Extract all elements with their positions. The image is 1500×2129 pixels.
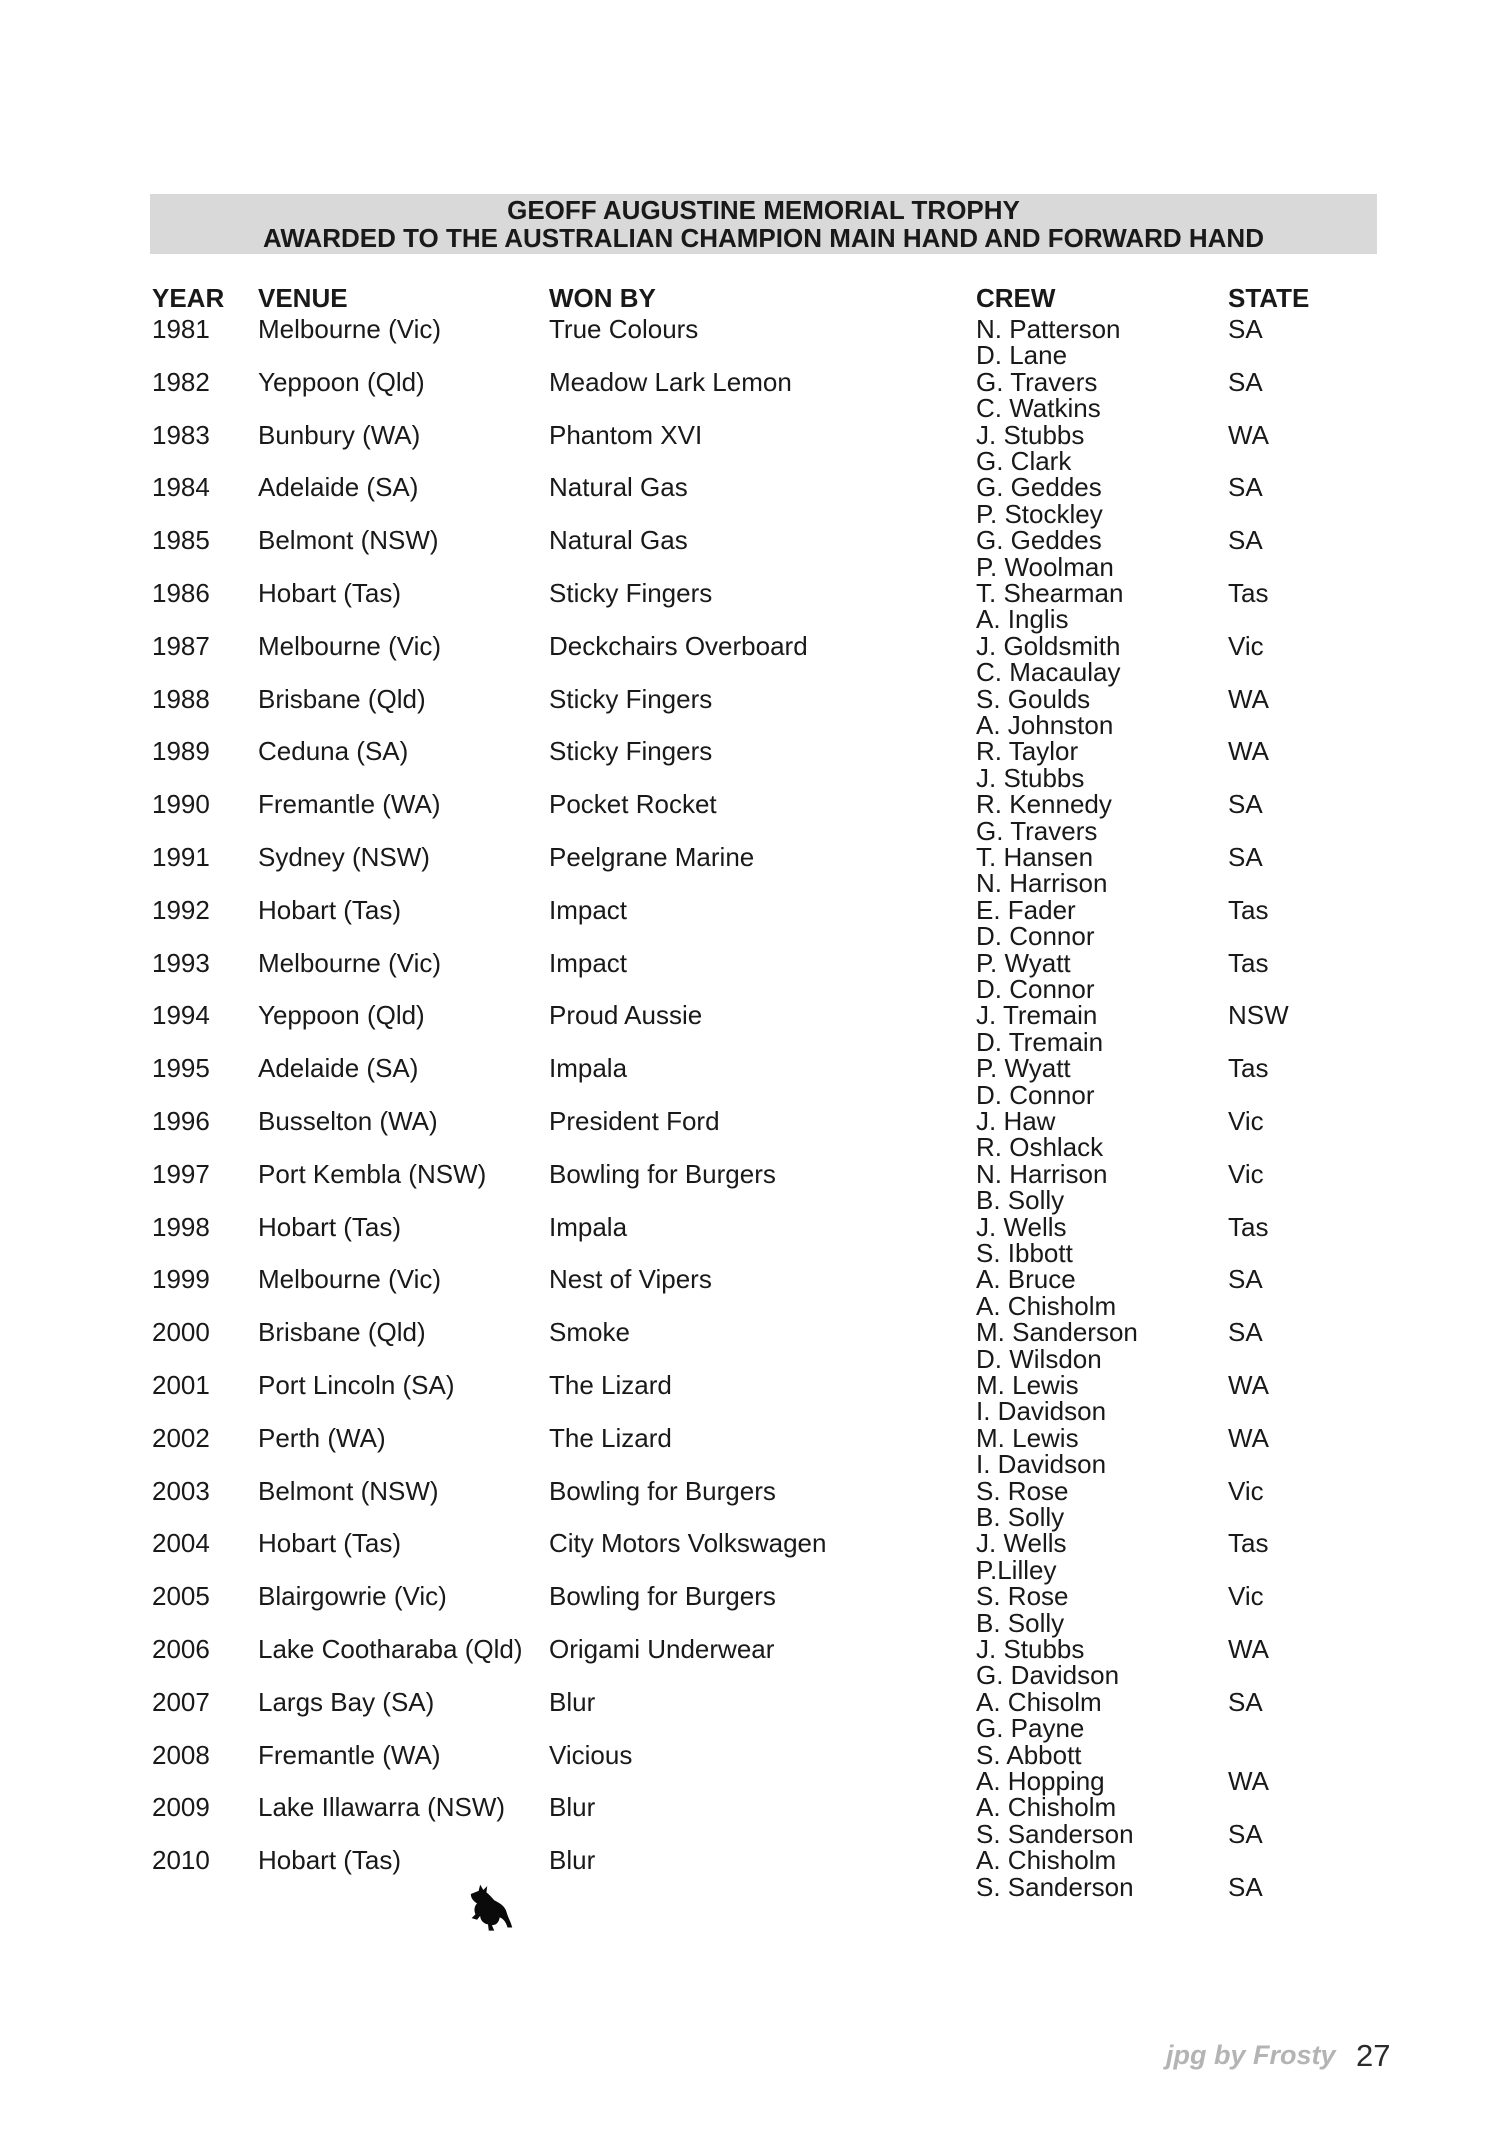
venue-cell: Brisbane (Qld)	[258, 683, 426, 714]
crew-cell: D. Connor	[976, 921, 1095, 952]
state-cell: WA	[1228, 1370, 1269, 1400]
table-row-line2	[0, 395, 1500, 422]
crew-cell: T. Shearman	[976, 578, 1124, 608]
crew-cell: P. Stockley	[976, 498, 1103, 529]
crew-cell: J. Tremain	[976, 1000, 1098, 1031]
table-row-line1	[0, 1475, 1500, 1506]
state-cell: SA	[1228, 1264, 1263, 1295]
venue-cell: Hobart (Tas)	[258, 1845, 402, 1876]
crew-cell: J. Stubbs	[976, 1634, 1085, 1664]
table-row-line1	[0, 1055, 1500, 1082]
year-cell: 2003	[152, 1475, 210, 1506]
crew-cell: S. Abbott	[976, 1739, 1082, 1770]
wonby-cell: Bowling for Burgers	[549, 1158, 776, 1189]
year-cell: 2000	[152, 1317, 210, 1348]
year-cell: 1989	[152, 736, 210, 767]
crew-cell: C. Macaulay	[976, 657, 1121, 688]
crew-cell: B. Solly	[976, 1185, 1065, 1216]
crew-cell: I. Davidson	[976, 1396, 1107, 1427]
year-cell: 1995	[152, 1053, 210, 1084]
table-row-line2	[0, 870, 1500, 897]
crew-cell: G. Clark	[976, 446, 1072, 476]
year-cell: 1999	[152, 1264, 210, 1295]
crew-cell: J. Haw	[976, 1106, 1056, 1136]
wonby-cell: Bowling for Burgers	[549, 1475, 776, 1506]
venue-cell: Melbourne (Vic)	[258, 630, 442, 661]
table-row-line2	[0, 1026, 1500, 1057]
venue-cell: Bunbury (WA)	[258, 419, 421, 450]
crew-cell: J. Stubbs	[976, 762, 1085, 793]
table-row-line1	[0, 1847, 1500, 1874]
table-row-line2	[0, 659, 1500, 686]
table-row-line1	[0, 894, 1500, 925]
state-cell: SA	[1228, 789, 1263, 820]
crew-cell: P. Woolman	[976, 551, 1114, 582]
crew-cell: G. Travers	[976, 815, 1098, 846]
crew-cell: J. Wells	[976, 1211, 1067, 1242]
crew-cell: G. Geddes	[976, 525, 1102, 556]
wonby-cell: Smoke	[549, 1317, 630, 1348]
state-cell: SA	[1228, 1686, 1263, 1717]
state-cell: Tas	[1228, 1211, 1269, 1242]
wonby-cell: Sticky Fingers	[549, 578, 713, 608]
crew-cell: S. Rose	[976, 1475, 1069, 1506]
state-header: STATE	[1228, 283, 1310, 313]
crew-cell: G. Davidson	[976, 1660, 1120, 1691]
table-row-line1	[0, 1211, 1500, 1242]
table-row-line1	[0, 630, 1500, 661]
crew-cell: D. Tremain	[976, 1026, 1104, 1057]
table-row-line2	[0, 1134, 1500, 1161]
venue-cell: Yeppoon (Qld)	[258, 1000, 425, 1031]
state-cell: WA	[1228, 1422, 1269, 1453]
wonby-cell: President Ford	[549, 1106, 720, 1136]
wonby-cell: Impala	[549, 1211, 628, 1242]
table-row-line2	[0, 1818, 1500, 1849]
page-number: 27	[1356, 2038, 1391, 2073]
state-cell: Vic	[1228, 1158, 1264, 1189]
year-cell: 1984	[152, 472, 210, 503]
title-band	[150, 194, 1377, 254]
venue-cell: Belmont (NSW)	[258, 525, 439, 556]
wonby-cell: Impact	[549, 894, 628, 925]
table-row-line2	[0, 1079, 1500, 1110]
venue-cell: Largs Bay (SA)	[258, 1686, 435, 1717]
crew-cell: C. Watkins	[976, 393, 1101, 424]
crew-cell: N. Patterson	[976, 314, 1121, 344]
crew-cell: S. Rose	[976, 1581, 1069, 1612]
wonby-cell: Vicious	[549, 1739, 633, 1770]
venue-cell: Hobart (Tas)	[258, 1211, 402, 1242]
crew-cell: E. Fader	[976, 894, 1076, 925]
table-row-line1	[0, 580, 1500, 607]
crew-cell: A. Chisolm	[976, 1686, 1102, 1717]
table-row-line1	[0, 419, 1500, 450]
venue-cell: Fremantle (WA)	[258, 1739, 441, 1770]
table-row-line1	[0, 1319, 1500, 1346]
year-cell: 2010	[152, 1845, 210, 1876]
table-row-line1	[0, 366, 1500, 397]
table-row-line2	[0, 342, 1500, 369]
table-row-line1	[0, 738, 1500, 765]
table-row-line1	[0, 527, 1500, 554]
table-row-line1	[0, 844, 1500, 871]
state-cell: Vic	[1228, 1475, 1264, 1506]
trophy-title: GEOFF AUGUSTINE MEMORIAL TROPHY	[507, 195, 1020, 225]
table-row-line2	[0, 1554, 1500, 1585]
crew-cell: R. Kennedy	[976, 789, 1112, 820]
state-cell: SA	[1228, 1818, 1263, 1849]
venue-cell: Lake Illawarra (NSW)	[258, 1792, 506, 1823]
venue-cell: Yeppoon (Qld)	[258, 366, 425, 397]
wonby-cell: The Lizard	[549, 1370, 672, 1400]
table-row-line2	[0, 1187, 1500, 1214]
year-cell: 2009	[152, 1792, 210, 1823]
table-row-line2	[0, 762, 1500, 793]
table-row-line1	[0, 1530, 1500, 1557]
crew-cell: B. Solly	[976, 1502, 1065, 1532]
venue-cell: Perth (WA)	[258, 1422, 386, 1453]
venue-cell: Hobart (Tas)	[258, 578, 402, 608]
table-row-line2	[0, 498, 1500, 529]
venue-cell: Melbourne (Vic)	[258, 1264, 442, 1295]
table-row-line2	[0, 1343, 1500, 1374]
state-cell: WA	[1228, 419, 1269, 450]
table-row-line2	[0, 1398, 1500, 1425]
crew-cell: A. Chisholm	[976, 1290, 1117, 1321]
year-cell: 2002	[152, 1422, 210, 1453]
table-row-line1	[0, 1686, 1500, 1717]
state-cell: SA	[1228, 314, 1263, 344]
state-cell: SA	[1228, 366, 1263, 397]
venue-cell: Melbourne (Vic)	[258, 947, 442, 978]
trophy-subtitle: AWARDED TO THE AUSTRALIAN CHAMPION MAIN HAND AND FORWARD HAND	[263, 223, 1264, 253]
year-cell: 1992	[152, 894, 210, 925]
table-row-line2	[0, 1504, 1500, 1531]
wonby-cell: Natural Gas	[549, 472, 688, 503]
wonby-cell: Blur	[549, 1686, 596, 1717]
venue-cell: Busselton (WA)	[258, 1106, 438, 1136]
year-cell: 2007	[152, 1686, 210, 1717]
table-row-line1	[0, 474, 1500, 501]
crew-cell: T. Hansen	[976, 842, 1094, 872]
year-cell: 1997	[152, 1158, 210, 1189]
venue-cell: Fremantle (WA)	[258, 789, 441, 820]
venue-cell: Hobart (Tas)	[258, 894, 402, 925]
wonby-cell: Meadow Lark Lemon	[549, 366, 792, 397]
wonby-cell: Blur	[549, 1845, 596, 1876]
venue-cell: Lake Cootharaba (Qld)	[258, 1634, 523, 1664]
venue-cell: Adelaide (SA)	[258, 1053, 419, 1084]
crew-cell: P. Wyatt	[976, 1053, 1071, 1084]
year-cell: 1990	[152, 789, 210, 820]
crew-cell: S. Goulds	[976, 683, 1091, 714]
year-cell: 2006	[152, 1634, 210, 1664]
crew-cell: M. Sanderson	[976, 1317, 1138, 1348]
wonby-cell: Pocket Rocket	[549, 789, 717, 820]
venue-cell: Melbourne (Vic)	[258, 314, 442, 344]
state-cell: SA	[1228, 525, 1263, 556]
state-cell: WA	[1228, 1766, 1269, 1796]
table-row-line1	[0, 1636, 1500, 1663]
year-cell: 1998	[152, 1211, 210, 1242]
crew-cell: D. Connor	[976, 1079, 1095, 1110]
wonby-cell: Impact	[549, 947, 628, 978]
crew-cell: D. Lane	[976, 340, 1068, 371]
wonby-cell: Deckchairs Overboard	[549, 630, 808, 661]
table-row-line2	[0, 1662, 1500, 1689]
table-row-line1	[0, 1583, 1500, 1610]
year-cell: 2004	[152, 1528, 210, 1559]
wonby-cell: City Motors Volkswagen	[549, 1528, 827, 1559]
crew-cell: A. Johnston	[976, 710, 1114, 740]
wonby-cell: Impala	[549, 1053, 628, 1084]
venue-cell: Ceduna (SA)	[258, 736, 409, 767]
table-row-line2	[0, 923, 1500, 950]
year-cell: 1991	[152, 842, 210, 872]
crew-cell: G. Travers	[976, 366, 1098, 397]
table-row-line1	[0, 1372, 1500, 1399]
wonby-cell: The Lizard	[549, 1422, 672, 1453]
state-cell: SA	[1228, 1317, 1263, 1348]
wonby-cell: Peelgrane Marine	[549, 842, 755, 872]
year-cell: 2008	[152, 1739, 210, 1770]
wonby-cell: Phantom XVI	[549, 419, 703, 450]
wonby-cell: True Colours	[549, 314, 699, 344]
crew-cell: A. Chisholm	[976, 1845, 1117, 1876]
wonby-cell: Bowling for Burgers	[549, 1581, 776, 1612]
state-cell: Tas	[1228, 894, 1269, 925]
venue-cell: Port Kembla (NSW)	[258, 1158, 487, 1189]
state-cell: WA	[1228, 736, 1269, 767]
state-cell: Vic	[1228, 1581, 1264, 1612]
table-row-line2	[0, 976, 1500, 1003]
state-cell: WA	[1228, 683, 1269, 714]
year-cell: 1986	[152, 578, 210, 608]
crew-cell: B. Solly	[976, 1607, 1065, 1638]
venue-cell: Belmont (NSW)	[258, 1475, 439, 1506]
table-row-line1	[0, 1739, 1500, 1770]
table-row-line2	[0, 1240, 1500, 1267]
table-row-line2	[0, 712, 1500, 739]
crew-cell: M. Lewis	[976, 1370, 1079, 1400]
state-cell: Tas	[1228, 947, 1269, 978]
table-row-line2	[0, 1607, 1500, 1638]
table-row-line1	[0, 683, 1500, 714]
table-row-line1	[0, 1108, 1500, 1135]
table-row-line2	[0, 1871, 1500, 1902]
crew-cell: A. Chisholm	[976, 1792, 1117, 1823]
crew-cell: P.Lilley	[976, 1554, 1057, 1585]
crew-cell: D. Connor	[976, 974, 1095, 1004]
venue-cell: Blairgowrie (Vic)	[258, 1581, 447, 1612]
table-row-line1	[0, 1794, 1500, 1821]
table-row-line2	[0, 1451, 1500, 1478]
crew-cell: P. Wyatt	[976, 947, 1071, 978]
wonby-cell: Blur	[549, 1792, 596, 1823]
table-row-line2	[0, 1768, 1500, 1795]
state-cell: Tas	[1228, 578, 1269, 608]
venue-cell: Adelaide (SA)	[258, 472, 419, 503]
table-row-line1	[0, 316, 1500, 343]
kangaroo-icon	[463, 1883, 513, 1933]
table-row-line2	[0, 606, 1500, 633]
crew-cell: J. Wells	[976, 1528, 1067, 1559]
table-row-line1	[0, 1002, 1500, 1029]
table-row-line1	[0, 1422, 1500, 1453]
table-row-line1	[0, 947, 1500, 978]
wonby-cell: Sticky Fingers	[549, 683, 713, 714]
venue-cell: Brisbane (Qld)	[258, 1317, 426, 1348]
crew-cell: N. Harrison	[976, 1158, 1108, 1189]
year-cell: 1983	[152, 419, 210, 450]
wonby-cell: Natural Gas	[549, 525, 688, 556]
table-row-line1	[0, 791, 1500, 818]
crew-cell: S. Sanderson	[976, 1818, 1134, 1849]
year-cell: 1996	[152, 1106, 210, 1136]
crew-cell: S. Ibbott	[976, 1238, 1073, 1268]
wonby-cell: Proud Aussie	[549, 1000, 703, 1031]
year-cell: 1982	[152, 366, 210, 397]
year-cell: 1994	[152, 1000, 210, 1031]
table-row-line2	[0, 448, 1500, 475]
crew-cell: J. Goldsmith	[976, 630, 1121, 661]
crew-header: CREW	[976, 283, 1056, 313]
year-cell: 2001	[152, 1370, 210, 1400]
crew-cell: R. Oshlack	[976, 1132, 1104, 1163]
crew-cell: M. Lewis	[976, 1422, 1079, 1453]
year-cell: 1988	[152, 683, 210, 714]
crew-cell: A. Inglis	[976, 604, 1069, 635]
state-cell: SA	[1228, 1871, 1263, 1902]
year-cell: 1993	[152, 947, 210, 978]
crew-cell: N. Harrison	[976, 868, 1108, 899]
year-cell: 2005	[152, 1581, 210, 1612]
year-header: YEAR	[152, 283, 225, 313]
table-row-line2	[0, 1715, 1500, 1742]
crew-cell: A. Bruce	[976, 1264, 1076, 1295]
table-row-line2	[0, 551, 1500, 582]
wonby-header: WON BY	[549, 283, 656, 313]
year-cell: 1987	[152, 630, 210, 661]
crew-cell: J. Stubbs	[976, 419, 1085, 450]
column-header-row	[0, 285, 1500, 312]
wonby-cell: Nest of Vipers	[549, 1264, 712, 1295]
state-cell: SA	[1228, 472, 1263, 503]
crew-cell: G. Geddes	[976, 472, 1102, 503]
crew-cell: G. Payne	[976, 1713, 1085, 1744]
crew-cell: S. Sanderson	[976, 1871, 1134, 1902]
state-cell: Tas	[1228, 1528, 1269, 1559]
venue-cell: Port Lincoln (SA)	[258, 1370, 455, 1400]
table-row-line1	[0, 1158, 1500, 1189]
crew-cell: D. Wilsdon	[976, 1343, 1102, 1374]
crew-cell: R. Taylor	[976, 736, 1079, 767]
year-cell: 1985	[152, 525, 210, 556]
wonby-cell: Origami Underwear	[549, 1634, 775, 1664]
venue-header: VENUE	[258, 283, 348, 313]
table-row-line2	[0, 815, 1500, 846]
crew-cell: A. Hopping	[976, 1766, 1105, 1796]
state-cell: NSW	[1228, 1000, 1289, 1031]
table-row-line1	[0, 1266, 1500, 1293]
wonby-cell: Sticky Fingers	[549, 736, 713, 767]
state-cell: SA	[1228, 842, 1263, 872]
state-cell: Vic	[1228, 630, 1264, 661]
state-cell: Vic	[1228, 1106, 1264, 1136]
venue-cell: Hobart (Tas)	[258, 1528, 402, 1559]
watermark-credit: jpg by Frosty	[1166, 2040, 1336, 2070]
state-cell: WA	[1228, 1634, 1269, 1664]
venue-cell: Sydney (NSW)	[258, 842, 430, 872]
state-cell: Tas	[1228, 1053, 1269, 1084]
table-row-line2	[0, 1290, 1500, 1321]
year-cell: 1981	[152, 314, 210, 344]
crew-cell: I. Davidson	[976, 1449, 1107, 1480]
